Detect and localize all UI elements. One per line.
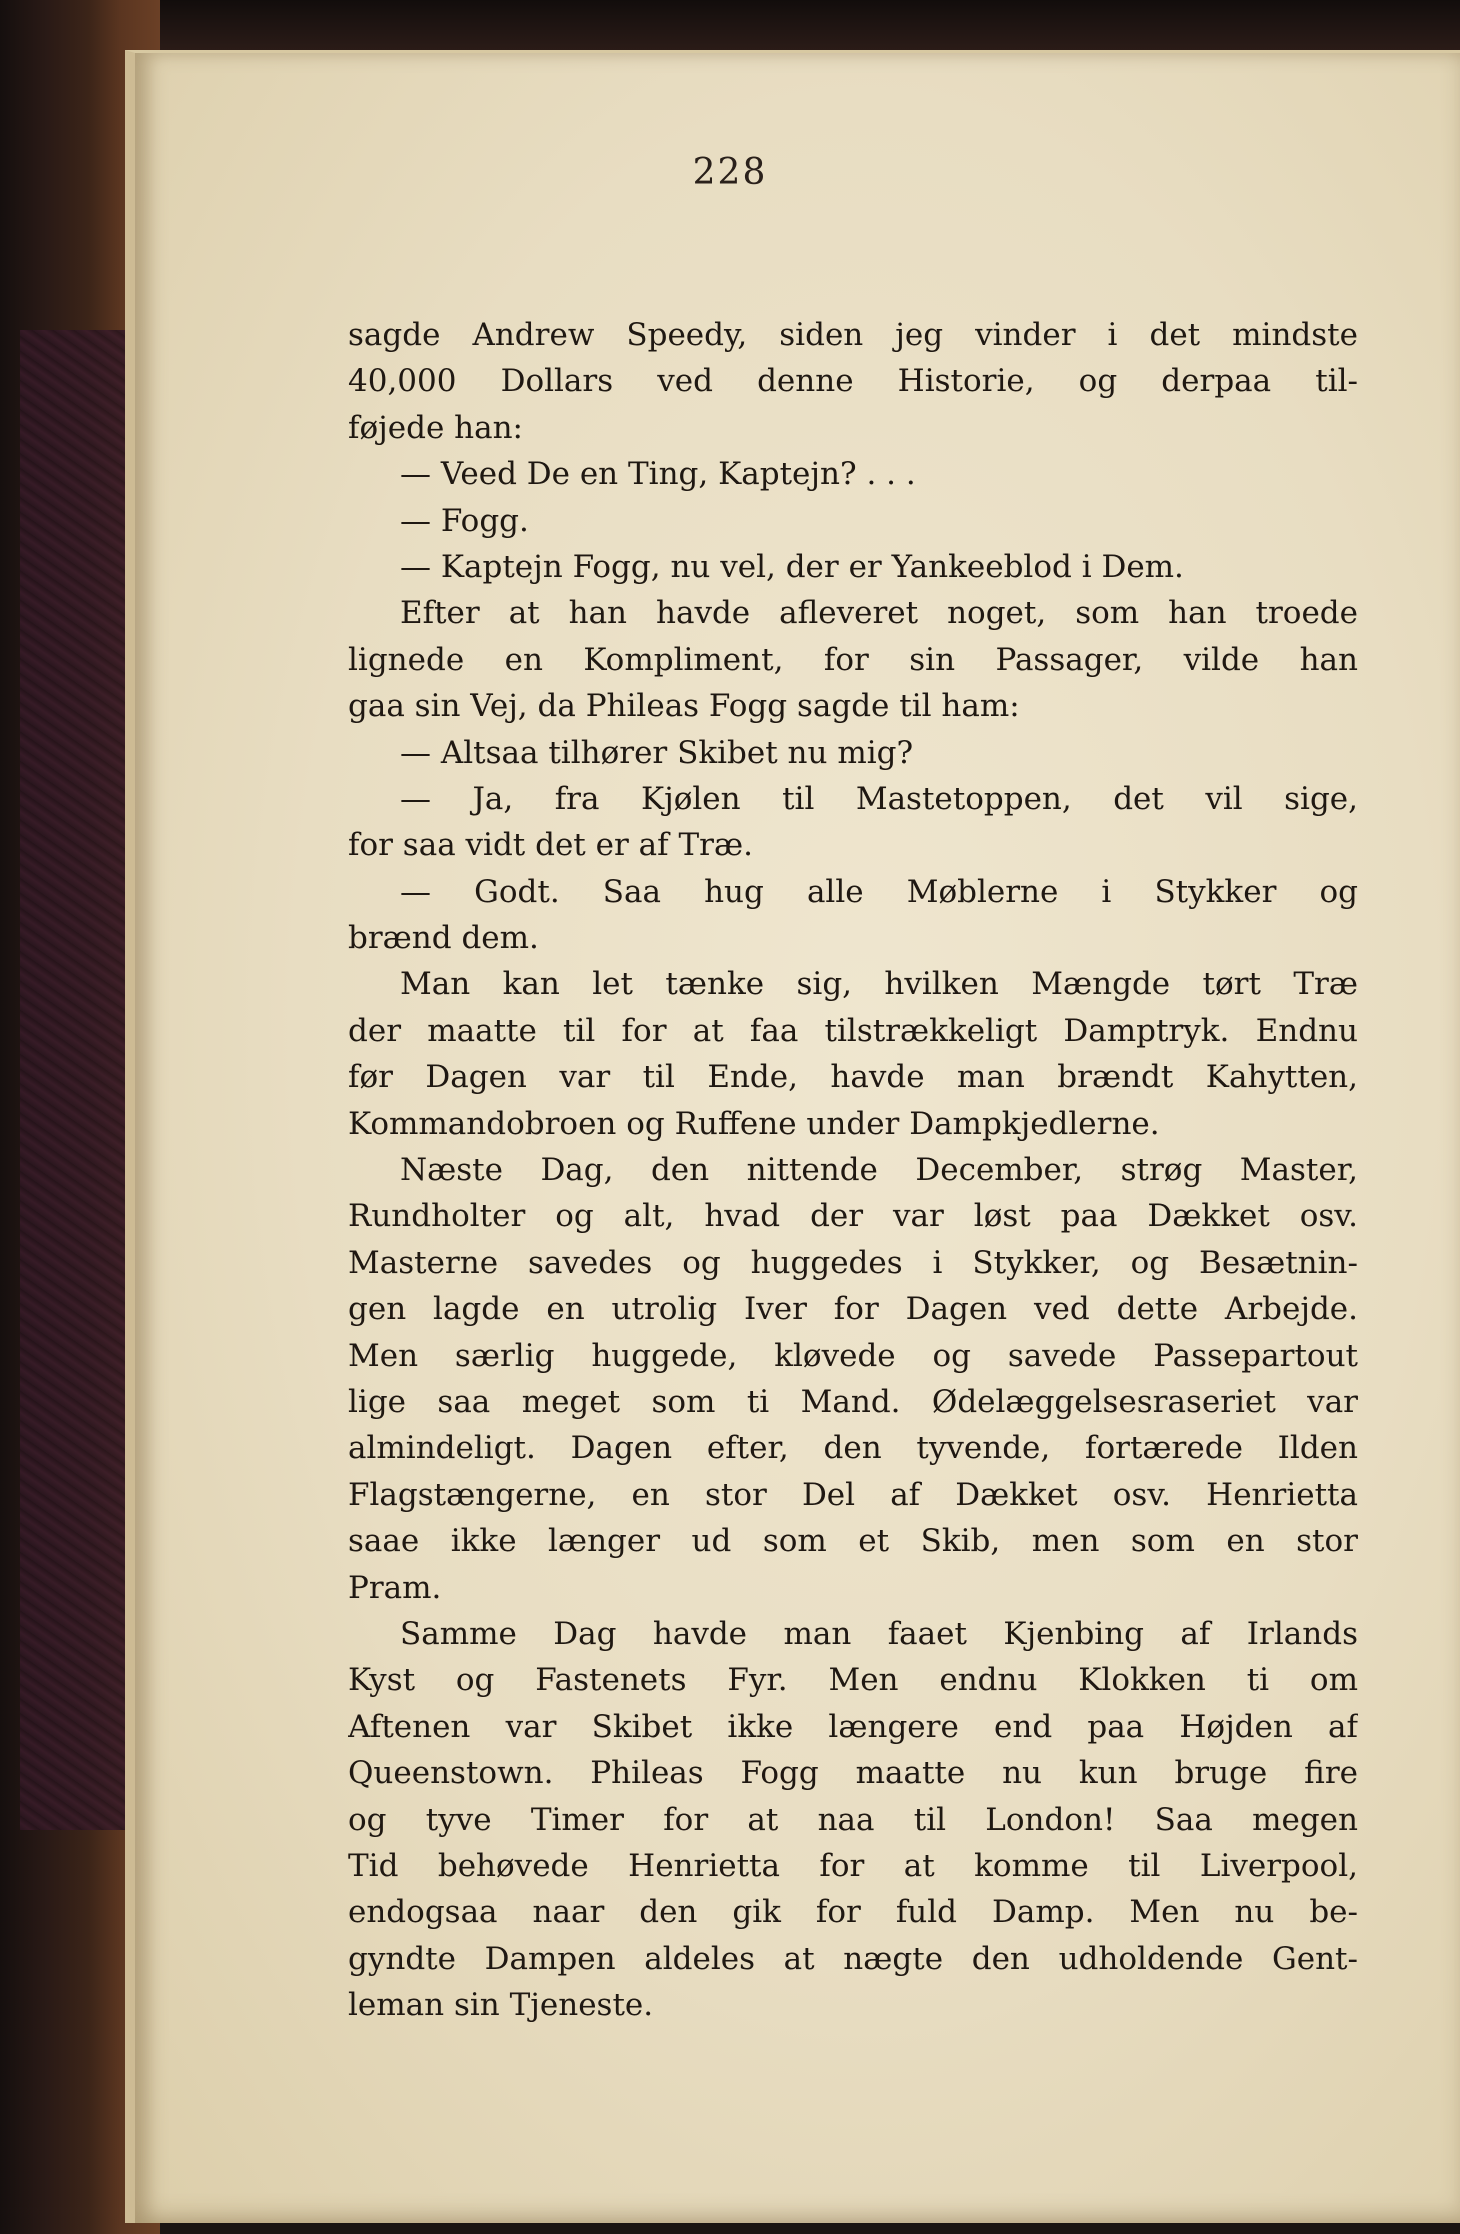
text-line: gaa sin Vej, da Phileas Fogg sagde til ham: xyxy=(348,688,1020,725)
text-line: Næste Dag, den nittende December, strøg Master, xyxy=(400,1152,1358,1189)
text-line: og tyve Timer for at naa til London! Saa megen xyxy=(348,1801,1358,1838)
text-line: gyndte Dampen aldeles at nægte den udholdende Gent- xyxy=(348,1940,1358,1977)
text-line: før Dagen var til Ende, havde man brændt Kahytten, xyxy=(348,1059,1358,1096)
text-line: brænd dem. xyxy=(348,920,539,957)
text-line: — Godt. Saa hug alle Møblerne i Stykker og xyxy=(400,873,1358,910)
text-line: — Kaptejn Fogg, nu vel, der er Yankeeblod i Dem. xyxy=(400,548,1184,585)
text-line: Flagstængerne, en stor Del af Dækket osv. Henrietta xyxy=(348,1476,1358,1513)
text-line: Kyst og Fastenets Fyr. Men endnu Klokken ti om xyxy=(348,1662,1358,1699)
book-top-edge xyxy=(0,0,1460,50)
text-line: — Altsaa tilhører Skibet nu mig? xyxy=(400,734,914,771)
text-line: Kommandobroen og Ruffene under Dampkjedlerne. xyxy=(348,1105,1160,1142)
text-line: lignede en Kompliment, for sin Passager, vilde han xyxy=(348,641,1358,678)
text-line: saae ikke længer ud som et Skib, men som en stor xyxy=(348,1523,1358,1560)
text-line: for saa vidt det er af Træ. xyxy=(348,827,753,864)
text-line: Queenstown. Phileas Fogg maatte nu kun bruge fire xyxy=(348,1755,1358,1792)
text-line: endogsaa naar den gik for fuld Damp. Men nu be- xyxy=(348,1894,1358,1931)
spine-cloth-binding xyxy=(20,330,140,1830)
text-line: — Fogg. xyxy=(400,502,529,539)
text-line: Samme Dag havde man faaet Kjenbing af Irlands xyxy=(400,1615,1358,1652)
text-line: lige saa meget som ti Mand. Ødelæggelsesraseriet var xyxy=(348,1383,1358,1420)
text-line: Masterne savedes og huggedes i Stykker, og Besætnin- xyxy=(348,1244,1358,1281)
text-line: Tid behøvede Henrietta for at komme til Liverpool, xyxy=(348,1847,1358,1884)
text-line: Rundholter og alt, hvad der var løst paa Dækket osv. xyxy=(348,1198,1358,1235)
text-line: gen lagde en utrolig Iver for Dagen ved dette Arbejde. xyxy=(348,1291,1358,1328)
text-line: — Veed De en Ting, Kaptejn? . . . xyxy=(400,456,916,493)
text-line: almindeligt. Dagen efter, den tyvende, fortærede Ilden xyxy=(348,1430,1358,1467)
text-line: der maatte til for at faa tilstrækkeligt Damptryk. Endnu xyxy=(348,1012,1358,1049)
text-line: leman sin Tjeneste. xyxy=(348,1987,654,2024)
text-line: sagde Andrew Speedy, siden jeg vinder i det mindste xyxy=(348,317,1358,353)
text-line: 40,000 Dollars ved denne Historie, og derpaa til- xyxy=(348,363,1358,400)
text-line: Men særlig huggede, kløvede og savede Passepartout xyxy=(348,1337,1358,1374)
text-line: Aftenen var Skibet ikke længere end paa Højden af xyxy=(348,1708,1358,1745)
page-body-text xyxy=(348,312,1358,2028)
text-line: Man kan let tænke sig, hvilken Mængde tørt Træ xyxy=(400,966,1358,1003)
text-line: — Ja, fra Kjølen til Mastetoppen, det vil sige, xyxy=(400,780,1358,817)
text-line: Efter at han havde afleveret noget, som han troede xyxy=(400,595,1358,632)
page-number: 228 xyxy=(692,152,768,193)
text-line: føjede han: xyxy=(348,409,523,446)
text-line: Pram. xyxy=(348,1569,442,1606)
